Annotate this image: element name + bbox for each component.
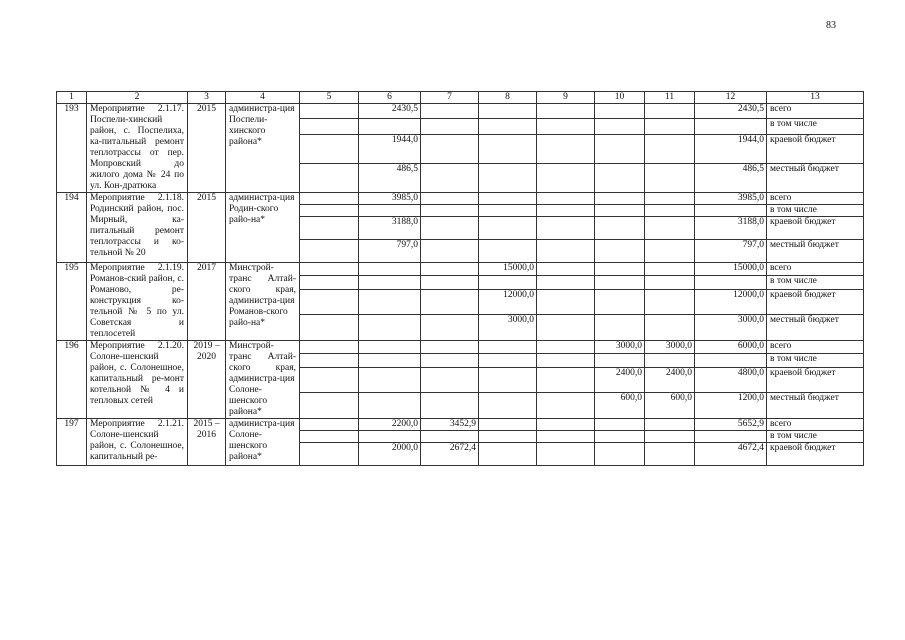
cell-c7 (421, 289, 479, 315)
cell-c10 (595, 315, 645, 341)
cell-c7 (421, 341, 479, 354)
cell-c6 (359, 263, 421, 276)
cell-c11 (645, 240, 695, 263)
cell-c11: 2400,0 (645, 367, 695, 393)
cell-c6 (359, 315, 421, 341)
cell-c11 (645, 276, 695, 289)
cell-col5 (300, 354, 359, 367)
cell-c7 (421, 315, 479, 341)
cell-c9 (537, 217, 595, 240)
table-row (57, 419, 864, 431)
cell-c12 (695, 205, 767, 217)
cell-c7 (421, 367, 479, 393)
measure-executor: Минстрой-транс Алтай-ского края, администра-ция Солоне-шенского района* (226, 341, 300, 419)
column-header-9: 9 (537, 92, 595, 104)
cell-c11 (645, 431, 695, 443)
cell-col5 (300, 193, 359, 205)
cell-c9 (537, 341, 595, 354)
cell-c7 (421, 240, 479, 263)
cell-c8 (479, 443, 537, 466)
column-header-11: 11 (645, 92, 695, 104)
cell-c8 (479, 119, 537, 134)
cell-col5 (300, 341, 359, 354)
cell-c6 (359, 276, 421, 289)
cell-c10 (595, 134, 645, 163)
cell-c8: 15000,0 (479, 263, 537, 276)
cell-col5 (300, 419, 359, 431)
cell-c9 (537, 289, 595, 315)
cell-c8 (479, 104, 537, 119)
cell-c10 (595, 431, 645, 443)
cell-c9 (537, 205, 595, 217)
cell-c10 (595, 419, 645, 431)
row-number: 194 (57, 193, 87, 263)
row-number: 195 (57, 263, 87, 341)
column-header-7: 7 (421, 92, 479, 104)
measure-name: Мероприятие 2.1.17. Поспели-хинский район, с. Поспелиха, ка-питальный ремонт теплотрассы от пер. Мопровский до жилого дома № 24 по ул. Кон-дратюка (87, 104, 188, 193)
cell-c12 (695, 354, 767, 367)
cell-c10 (595, 289, 645, 315)
cell-c7 (421, 134, 479, 163)
measure-year: 2019 – 2020 (188, 341, 226, 419)
program-table (56, 91, 864, 466)
cell-c6 (359, 205, 421, 217)
cell-c10 (595, 119, 645, 134)
column-header-6: 6 (359, 92, 421, 104)
cell-c11 (645, 289, 695, 315)
cell-c12: 3985,0 (695, 193, 767, 205)
cell-c9 (537, 276, 595, 289)
cell-col5 (300, 289, 359, 315)
cell-c10 (595, 354, 645, 367)
cell-c10 (595, 205, 645, 217)
cell-c9 (537, 134, 595, 163)
cell-c11 (645, 419, 695, 431)
cell-c7 (421, 163, 479, 192)
cell-c12: 15000,0 (695, 263, 767, 276)
cell-c8 (479, 205, 537, 217)
cell-c7 (421, 205, 479, 217)
row-number: 196 (57, 341, 87, 419)
funding-source-label: краевой бюджет (767, 443, 864, 466)
measure-year: 2015 – 2016 (188, 419, 226, 466)
cell-c7 (421, 431, 479, 443)
funding-source-label: местный бюджет (767, 240, 864, 263)
column-header-2: 2 (87, 92, 188, 104)
measure-name: Мероприятие 2.1.19. Романов-ский район, с. Романово, ре-конструкция ко-тельной № 5 по ул. Советская и теплосетей (87, 263, 188, 341)
cell-c10 (595, 193, 645, 205)
cell-c11 (645, 205, 695, 217)
cell-c6: 1944,0 (359, 134, 421, 163)
cell-col5 (300, 217, 359, 240)
cell-c12: 3000,0 (695, 315, 767, 341)
row-number: 197 (57, 419, 87, 466)
cell-c11: 3000,0 (645, 341, 695, 354)
cell-col5 (300, 315, 359, 341)
cell-c8: 3000,0 (479, 315, 537, 341)
cell-c7 (421, 393, 479, 419)
cell-c8 (479, 193, 537, 205)
cell-c9 (537, 354, 595, 367)
cell-c12: 4672,4 (695, 443, 767, 466)
cell-c6 (359, 354, 421, 367)
cell-c8 (479, 393, 537, 419)
cell-c12: 486,5 (695, 163, 767, 192)
cell-c11 (645, 134, 695, 163)
cell-col5 (300, 431, 359, 443)
cell-c10: 3000,0 (595, 341, 645, 354)
cell-c10: 600,0 (595, 393, 645, 419)
cell-c10 (595, 443, 645, 466)
cell-c12: 2430,5 (695, 104, 767, 119)
cell-c11 (645, 354, 695, 367)
measure-year: 2015 (188, 104, 226, 193)
cell-c6 (359, 431, 421, 443)
cell-c7 (421, 276, 479, 289)
funding-source-label: краевой бюджет (767, 217, 864, 240)
cell-c6: 2200,0 (359, 419, 421, 431)
cell-c10: 2400,0 (595, 367, 645, 393)
cell-col5 (300, 393, 359, 419)
cell-c6 (359, 393, 421, 419)
column-header-row (57, 92, 864, 104)
cell-c10 (595, 263, 645, 276)
row-number: 193 (57, 104, 87, 193)
column-header-5: 5 (300, 92, 359, 104)
cell-c11 (645, 315, 695, 341)
measure-executor: администра-ция Солоне-шенского района* (226, 419, 300, 466)
cell-c11 (645, 104, 695, 119)
funding-source-label: всего (767, 341, 864, 354)
cell-c10 (595, 104, 645, 119)
cell-c6: 797,0 (359, 240, 421, 263)
measure-year: 2015 (188, 193, 226, 263)
funding-source-label: в том числе (767, 205, 864, 217)
measure-executor: администра-ция Поспели-хинского района* (226, 104, 300, 193)
page-number: 83 (826, 20, 836, 31)
cell-c7 (421, 104, 479, 119)
cell-c12: 12000,0 (695, 289, 767, 315)
cell-c10 (595, 163, 645, 192)
cell-col5 (300, 163, 359, 192)
cell-col5 (300, 276, 359, 289)
cell-col5 (300, 240, 359, 263)
cell-c8 (479, 276, 537, 289)
funding-source-label: местный бюджет (767, 393, 864, 419)
cell-c9 (537, 119, 595, 134)
cell-c10 (595, 240, 645, 263)
column-header-8: 8 (479, 92, 537, 104)
funding-source-label: краевой бюджет (767, 289, 864, 315)
measure-name: Мероприятие 2.1.18. Родинский район, пос. Мирный, ка-питальный ремонт теплотрассы и ко-тельной № 20 (87, 193, 188, 263)
cell-c6: 486,5 (359, 163, 421, 192)
cell-c6 (359, 367, 421, 393)
cell-c10 (595, 217, 645, 240)
cell-c9 (537, 393, 595, 419)
cell-c7: 2672,4 (421, 443, 479, 466)
funding-source-label: в том числе (767, 119, 864, 134)
cell-c9 (537, 367, 595, 393)
cell-c7 (421, 263, 479, 276)
cell-c9 (537, 193, 595, 205)
cell-c11 (645, 119, 695, 134)
cell-c12: 4800,0 (695, 367, 767, 393)
funding-source-label: местный бюджет (767, 163, 864, 192)
cell-c12: 1200,0 (695, 393, 767, 419)
table-row (57, 104, 864, 119)
funding-source-label: всего (767, 419, 864, 431)
cell-c8 (479, 134, 537, 163)
cell-c11 (645, 217, 695, 240)
measure-executor: Минстрой-транс Алтай-ского края, администра-ция Романов-ского райо-на* (226, 263, 300, 341)
cell-c12: 6000,0 (695, 341, 767, 354)
cell-c12 (695, 119, 767, 134)
cell-c9 (537, 315, 595, 341)
cell-c6 (359, 289, 421, 315)
funding-source-label: краевой бюджет (767, 134, 864, 163)
table-body (57, 92, 864, 466)
cell-c8 (479, 341, 537, 354)
cell-c8 (479, 217, 537, 240)
cell-c12 (695, 431, 767, 443)
table-row (57, 193, 864, 205)
cell-c7: 3452,9 (421, 419, 479, 431)
table-row (57, 263, 864, 276)
column-header-4: 4 (226, 92, 300, 104)
cell-col5 (300, 104, 359, 119)
column-header-10: 10 (595, 92, 645, 104)
cell-c6: 3188,0 (359, 217, 421, 240)
cell-c12: 1944,0 (695, 134, 767, 163)
funding-source-label: краевой бюджет (767, 367, 864, 393)
funding-source-label: всего (767, 104, 864, 119)
cell-c12: 797,0 (695, 240, 767, 263)
column-header-3: 3 (188, 92, 226, 104)
cell-col5 (300, 367, 359, 393)
funding-source-label: всего (767, 263, 864, 276)
cell-c11 (645, 263, 695, 276)
measure-name: Мероприятие 2.1.21. Солоне-шенский район, с. Солонешное, капитальный ре- (87, 419, 188, 466)
funding-source-label: всего (767, 193, 864, 205)
cell-c8: 12000,0 (479, 289, 537, 315)
cell-col5 (300, 205, 359, 217)
cell-col5 (300, 119, 359, 134)
cell-col5 (300, 134, 359, 163)
table-row (57, 341, 864, 354)
cell-c9 (537, 263, 595, 276)
cell-c12 (695, 276, 767, 289)
cell-c9 (537, 431, 595, 443)
cell-c10 (595, 276, 645, 289)
cell-c7 (421, 217, 479, 240)
cell-c7 (421, 119, 479, 134)
cell-c9 (537, 104, 595, 119)
cell-c8 (479, 354, 537, 367)
cell-c8 (479, 419, 537, 431)
funding-source-label: в том числе (767, 354, 864, 367)
cell-c8 (479, 240, 537, 263)
cell-c11: 600,0 (645, 393, 695, 419)
cell-c12: 5652,9 (695, 419, 767, 431)
column-header-1: 1 (57, 92, 87, 104)
cell-c6 (359, 341, 421, 354)
cell-c9 (537, 419, 595, 431)
cell-c11 (645, 193, 695, 205)
cell-c6: 2000,0 (359, 443, 421, 466)
measure-executor: администра-ция Родин-ского райо-на* (226, 193, 300, 263)
funding-source-label: в том числе (767, 276, 864, 289)
measure-year: 2017 (188, 263, 226, 341)
funding-source-label: местный бюджет (767, 315, 864, 341)
cell-c6 (359, 119, 421, 134)
column-header-13: 13 (767, 92, 864, 104)
cell-c9 (537, 163, 595, 192)
cell-c8 (479, 431, 537, 443)
cell-col5 (300, 263, 359, 276)
cell-c12: 3188,0 (695, 217, 767, 240)
column-header-12: 12 (695, 92, 767, 104)
cell-c11 (645, 443, 695, 466)
cell-c8 (479, 163, 537, 192)
cell-c7 (421, 193, 479, 205)
cell-c6: 3985,0 (359, 193, 421, 205)
cell-c9 (537, 240, 595, 263)
cell-c8 (479, 367, 537, 393)
cell-c9 (537, 443, 595, 466)
funding-source-label: в том числе (767, 431, 864, 443)
measure-name: Мероприятие 2.1.20. Солоне-шенский район, с. Солонешное, капитальный ре-монт котельной № 4 и тепловых сетей (87, 341, 188, 419)
cell-c11 (645, 163, 695, 192)
cell-c7 (421, 354, 479, 367)
cell-col5 (300, 443, 359, 466)
cell-c6: 2430,5 (359, 104, 421, 119)
